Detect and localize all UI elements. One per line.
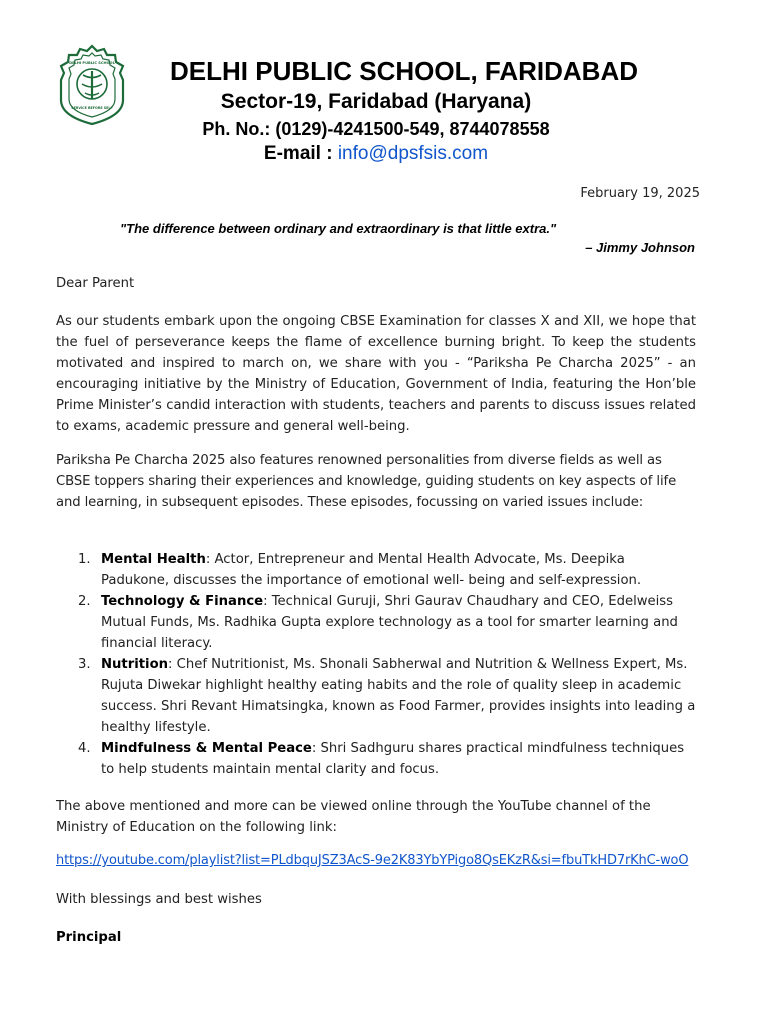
list-item-number: 4. xyxy=(78,741,91,756)
logo-motto-bottom: SERVICE BEFORE SELF xyxy=(71,106,113,110)
email-label: E-mail : xyxy=(263,143,338,164)
list-item-text: : Shri Sadhguru shares practical mindfulness techniques to help students maintain mental clarity and focus. xyxy=(101,741,685,777)
school-address: Sector-19, Faridabad (Haryana) xyxy=(220,90,532,113)
list-item-text: : Actor, Entrepreneur and Mental Health Advocate, Ms. Deepika Padukone, discusses the importance of emotional well- being and self-expression. xyxy=(101,552,642,588)
email-link[interactable]: info@dpsfsis.com xyxy=(337,143,489,164)
episode-list xyxy=(56,549,696,780)
list-item-number: 2. xyxy=(78,594,91,609)
paragraph-intro: As our students embark upon the ongoing CBSE Examination for classes X and XII, we hope that the fuel of perseverance keeps the flame of excellence burning bright. To keep the students motivated and inspired to march on, we share with you - “Pariksha Pe Charcha 2025” - an encouraging initiative by the Ministry of Education, Government of India, featuring the Hon’ble Prime Minister’s candid interaction with students, teachers and parents to discuss issues related to exams, academic pressure and general well-being. xyxy=(56,314,696,434)
salutation: Dear Parent xyxy=(56,276,135,291)
list-item-title: Mindfulness & Mental Peace xyxy=(101,741,312,756)
list-item-title: Technology & Finance xyxy=(101,594,264,609)
school-name: DELHI PUBLIC SCHOOL, FARIDABAD xyxy=(170,56,638,86)
list-item-number: 1. xyxy=(78,552,91,567)
logo-motto-top: DELHI PUBLIC SCHOOL xyxy=(69,61,115,65)
signature: Principal xyxy=(56,930,122,945)
school-phone: Ph. No.: (0129)-4241500-549, 8744078558 xyxy=(202,119,550,139)
list-item-title: Mental Health xyxy=(101,552,206,567)
list-item-text: : Technical Guruji, Shri Gaurav Chaudhary and CEO, Edelweiss Mutual Funds, Ms. Radhika Gupta explore technology as a tool for smarter learning and financial literacy. xyxy=(101,594,678,651)
list-item-text: : Chef Nutritionist, Ms. Shonali Sabherwal and Nutrition & Wellness Expert, Ms. Rujuta Diwekar highlight healthy eating habits and the role of quality sleep in academic success. Shri Revant Himatsingka, known as Food Farmer, provides insights into leading a healthy lifestyle. xyxy=(101,657,696,735)
closing-line: With blessings and best wishes xyxy=(56,892,262,907)
youtube-playlist-link[interactable]: https://youtube.com/playlist?list=PLdbquJSZ3AcS-9e2K83YbYPigo8QsEKzR&si=fbuTkHD7rKhC-woO xyxy=(56,853,689,868)
list-item xyxy=(56,738,696,780)
letter-date: February 19, 2025 xyxy=(580,186,700,201)
quote-text: "The difference between ordinary and extraordinary is that little extra." xyxy=(120,221,557,236)
paragraph-features: Pariksha Pe Charcha 2025 also features renowned personalities from diverse fields as well as CBSE toppers sharing their experiences and knowledge, guiding students on key aspects of life and learning, in subsequent episodes. These episodes, focussing on varied issues include: xyxy=(56,453,677,510)
quote-author: – Jimmy Johnson xyxy=(585,240,695,255)
list-item xyxy=(56,654,696,738)
list-item-title: Nutrition xyxy=(101,657,169,672)
list-item xyxy=(56,591,696,654)
list-item xyxy=(56,549,696,591)
school-email-line xyxy=(80,143,672,165)
list-item-number: 3. xyxy=(78,657,91,672)
paragraph-viewing: The above mentioned and more can be viewed online through the YouTube channel of the Ministry of Education on the following link: xyxy=(56,799,651,835)
